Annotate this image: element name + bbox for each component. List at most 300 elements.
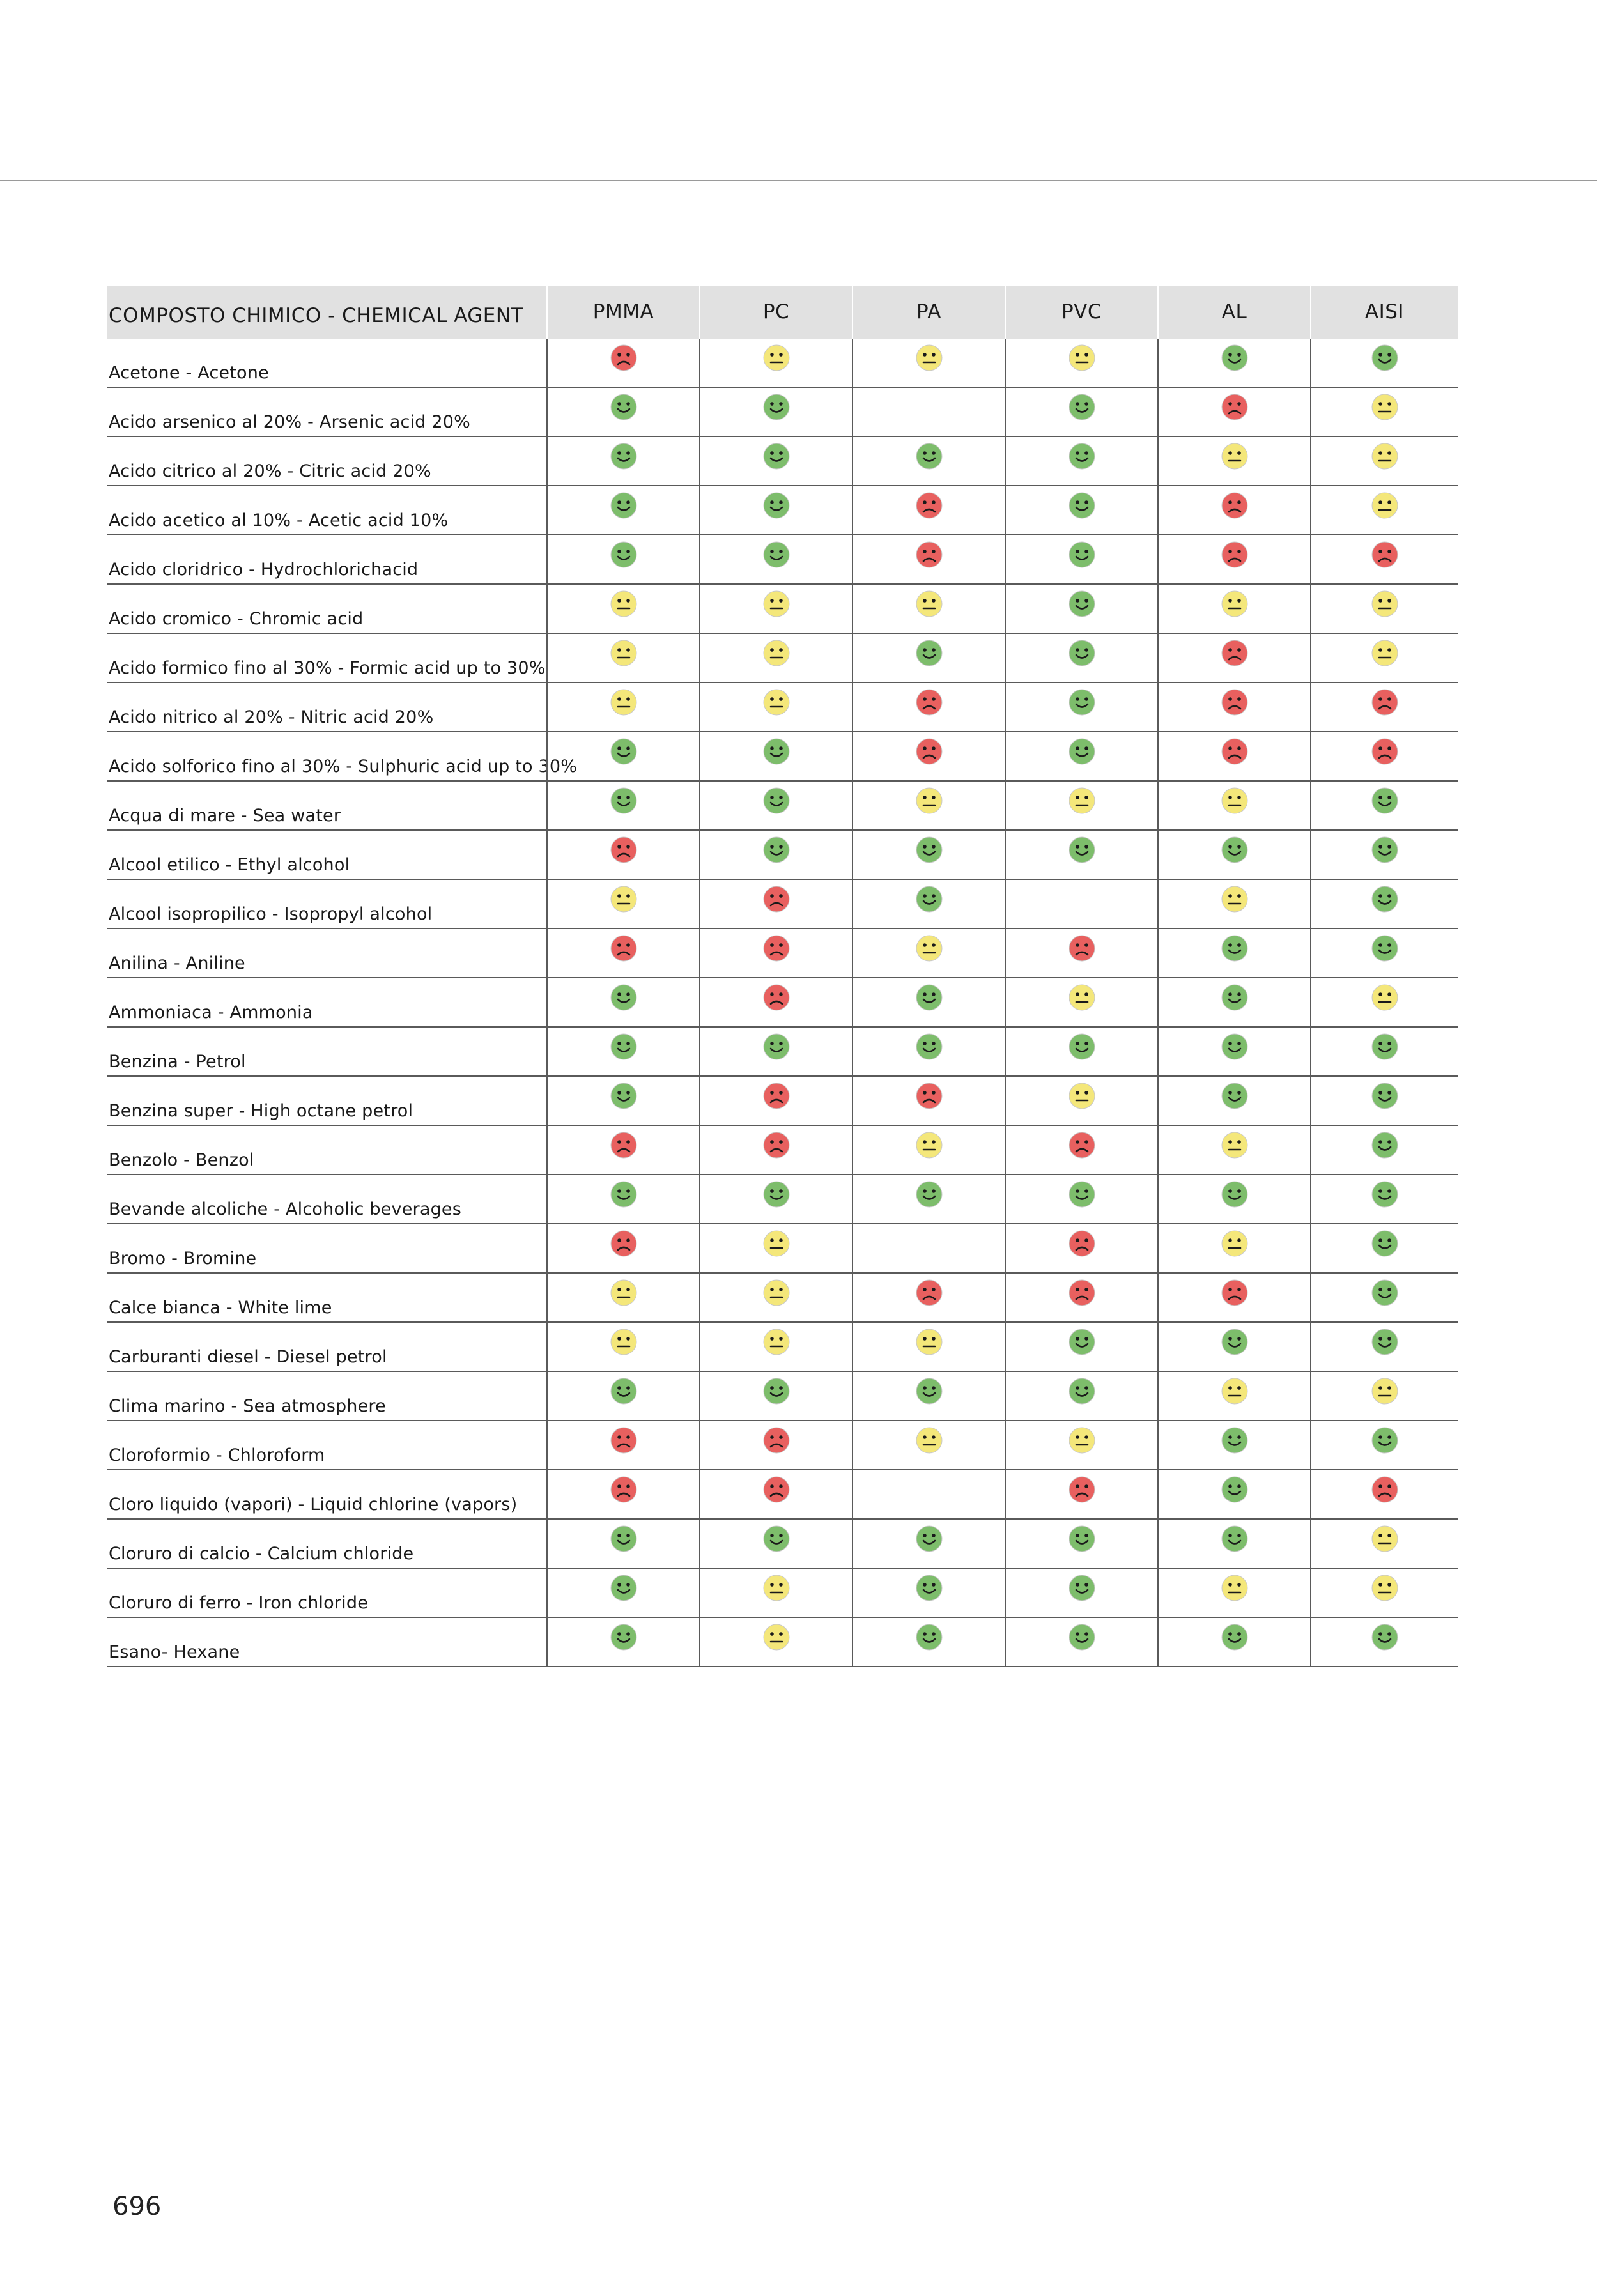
rating-cell-pc [699,486,852,534]
rating-cell-pa [852,1126,1005,1174]
fair-rating-face-icon [1371,393,1399,421]
good-rating-face-icon [1371,934,1399,962]
rating-cell-pc [699,437,852,485]
fair-rating-face-icon [762,590,791,618]
fair-rating-face-icon [610,590,638,618]
rating-cell-pc [699,732,852,780]
rating-cell-pa [852,1175,1005,1223]
chemical-agent-cell [107,978,546,1026]
rating-cell-pmma [546,1028,699,1075]
header-agent-label: COMPOSTO CHIMICO - CHEMICAL AGENT [109,304,523,327]
poor-rating-face-icon [610,1229,638,1258]
chemical-agent-cell [107,535,546,583]
rating-cell-pmma [546,1520,699,1568]
rating-cell-pvc [1005,1470,1157,1518]
table-row [107,683,1458,732]
good-rating-face-icon [762,393,791,421]
chemical-agent-cell [107,1175,546,1223]
header-material-label: PC [762,300,790,323]
good-rating-face-icon [1068,1033,1096,1061]
rating-cell-pa [852,339,1005,387]
good-rating-face-icon [1068,1377,1096,1405]
good-rating-face-icon [762,442,791,470]
chemical-agent-name: Cloruro di calcio - Calcium chloride [109,1544,414,1564]
rating-cell-pc [699,535,852,583]
rating-cell-pa [852,585,1005,633]
rating-cell-pvc [1005,880,1157,928]
fair-rating-face-icon [1371,442,1399,470]
poor-rating-face-icon [915,1082,943,1110]
good-rating-face-icon [915,885,943,913]
rating-cell-pmma [546,880,699,928]
table-row [107,339,1458,388]
rating-cell-pc [699,388,852,436]
good-rating-face-icon [1068,1574,1096,1602]
good-rating-face-icon [1068,737,1096,766]
rating-cell-pmma [546,486,699,534]
rating-cell-al [1157,978,1310,1026]
good-rating-face-icon [915,1623,943,1651]
rating-cell-aisi [1310,1520,1458,1568]
table-row [107,1323,1458,1372]
rating-cell-pa [852,1323,1005,1371]
rating-cell-pvc [1005,1569,1157,1617]
good-rating-face-icon [1068,442,1096,470]
good-rating-face-icon [1221,1328,1249,1356]
poor-rating-face-icon [915,1279,943,1307]
rating-cell-pvc [1005,437,1157,485]
table-row [107,1077,1458,1126]
fair-rating-face-icon [610,1328,638,1356]
rating-cell-pc [699,1126,852,1174]
rating-cell-al [1157,535,1310,583]
rating-cell-al [1157,1274,1310,1321]
chemical-agent-name: Clima marino - Sea atmosphere [109,1396,386,1416]
rating-cell-al [1157,732,1310,780]
rating-cell-al [1157,1126,1310,1174]
rating-cell-aisi [1310,535,1458,583]
header-material-label: AL [1221,300,1247,323]
rating-cell-pa [852,1224,1005,1272]
good-rating-face-icon [1221,1475,1249,1504]
header-material-aisi [1310,286,1458,339]
chemical-agent-cell [107,634,546,682]
good-rating-face-icon [1371,885,1399,913]
fair-rating-face-icon [915,1328,943,1356]
rating-cell-pvc [1005,535,1157,583]
good-rating-face-icon [762,836,791,864]
poor-rating-face-icon [915,688,943,716]
rating-cell-pa [852,1520,1005,1568]
rating-cell-pvc [1005,1175,1157,1223]
rating-cell-aisi [1310,339,1458,387]
good-rating-face-icon [915,983,943,1012]
rating-cell-pvc [1005,1618,1157,1666]
chemical-agent-name: Anilina - Aniline [109,953,245,973]
table-row [107,1372,1458,1421]
fair-rating-face-icon [610,885,638,913]
good-rating-face-icon [1068,836,1096,864]
good-rating-face-icon [915,836,943,864]
good-rating-face-icon [1221,1525,1249,1553]
good-rating-face-icon [610,1082,638,1110]
table-row [107,1224,1458,1274]
rating-cell-pvc [1005,732,1157,780]
header-material-label: AISI [1364,300,1405,323]
rating-cell-pc [699,1618,852,1666]
rating-cell-pc [699,634,852,682]
chemical-agent-cell [107,683,546,731]
good-rating-face-icon [610,442,638,470]
chemical-agent-name: Acido nitrico al 20% - Nitric acid 20% [109,707,434,727]
good-rating-face-icon [610,1377,638,1405]
poor-rating-face-icon [1371,688,1399,716]
rating-cell-pvc [1005,1028,1157,1075]
rating-cell-pvc [1005,782,1157,829]
good-rating-face-icon [610,1623,638,1651]
rating-cell-pvc [1005,1274,1157,1321]
fair-rating-face-icon [610,639,638,667]
table-row [107,1274,1458,1323]
rating-cell-aisi [1310,782,1458,829]
rating-cell-al [1157,929,1310,977]
chemical-agent-cell [107,1323,546,1371]
header-material-label: PMMA [592,300,654,323]
rating-cell-aisi [1310,1028,1458,1075]
table-row [107,732,1458,782]
header-material-label: PA [916,300,941,323]
rating-cell-al [1157,486,1310,534]
rating-cell-pvc [1005,978,1157,1026]
rating-cell-pa [852,486,1005,534]
rating-cell-pc [699,1470,852,1518]
table-row [107,1126,1458,1175]
good-rating-face-icon [1371,1426,1399,1454]
rating-cell-pc [699,585,852,633]
rating-cell-aisi [1310,683,1458,731]
table-row [107,1028,1458,1077]
rating-cell-al [1157,1421,1310,1469]
good-rating-face-icon [762,1180,791,1208]
rating-cell-pa [852,1618,1005,1666]
rating-cell-pmma [546,1077,699,1125]
good-rating-face-icon [1068,639,1096,667]
rating-cell-pa [852,831,1005,879]
table-row [107,831,1458,880]
good-rating-face-icon [1068,590,1096,618]
chemical-agent-name: Cloruro di ferro - Iron chloride [109,1593,369,1613]
poor-rating-face-icon [1221,541,1249,569]
good-rating-face-icon [1221,1426,1249,1454]
rating-cell-pvc [1005,831,1157,879]
good-rating-face-icon [610,1525,638,1553]
poor-rating-face-icon [610,1475,638,1504]
good-rating-face-icon [1068,1525,1096,1553]
chemical-agent-name: Acido cloridrico - Hydrochlorichacid [109,560,419,580]
rating-cell-pa [852,1372,1005,1420]
rating-cell-pc [699,683,852,731]
fair-rating-face-icon [762,1229,791,1258]
good-rating-face-icon [1068,1623,1096,1651]
good-rating-face-icon [915,639,943,667]
good-rating-face-icon [1221,836,1249,864]
chemical-agent-name: Alcool isopropilico - Isopropyl alcohol [109,904,433,924]
table-row [107,437,1458,486]
rating-cell-pvc [1005,1077,1157,1125]
good-rating-face-icon [1371,1623,1399,1651]
good-rating-face-icon [1221,934,1249,962]
rating-cell-pa [852,880,1005,928]
rating-cell-aisi [1310,1224,1458,1272]
rating-cell-pmma [546,1224,699,1272]
good-rating-face-icon [610,983,638,1012]
rating-cell-pvc [1005,1323,1157,1371]
chemical-agent-name: Acqua di mare - Sea water [109,806,341,826]
fair-rating-face-icon [1371,639,1399,667]
rating-cell-pa [852,1077,1005,1125]
fair-rating-face-icon [762,1279,791,1307]
table-row [107,1569,1458,1618]
good-rating-face-icon [1371,1082,1399,1110]
rating-cell-al [1157,831,1310,879]
rating-cell-al [1157,339,1310,387]
rating-cell-pmma [546,929,699,977]
poor-rating-face-icon [610,344,638,372]
rating-cell-pmma [546,388,699,436]
rating-cell-aisi [1310,1569,1458,1617]
chemical-agent-cell [107,1274,546,1321]
poor-rating-face-icon [915,737,943,766]
good-rating-face-icon [1068,491,1096,520]
rating-cell-pa [852,1274,1005,1321]
header-material-pvc [1005,286,1157,339]
good-rating-face-icon [762,737,791,766]
poor-rating-face-icon [1221,737,1249,766]
good-rating-face-icon [610,491,638,520]
table-row [107,1175,1458,1224]
rating-cell-aisi [1310,1372,1458,1420]
poor-rating-face-icon [1221,688,1249,716]
chemical-agent-cell [107,1372,546,1420]
poor-rating-face-icon [610,1131,638,1159]
good-rating-face-icon [1221,344,1249,372]
fair-rating-face-icon [1371,1525,1399,1553]
chemical-agent-name: Esano- Hexane [109,1642,240,1662]
table-row [107,634,1458,683]
rating-cell-pmma [546,1618,699,1666]
table-row [107,1618,1458,1667]
table-row [107,880,1458,929]
rating-cell-pa [852,1569,1005,1617]
table-row [107,1421,1458,1470]
good-rating-face-icon [915,442,943,470]
fair-rating-face-icon [1068,1426,1096,1454]
rating-cell-pvc [1005,683,1157,731]
poor-rating-face-icon [1068,1279,1096,1307]
table-row [107,486,1458,535]
rating-cell-aisi [1310,1323,1458,1371]
poor-rating-face-icon [762,885,791,913]
chemical-agent-cell [107,831,546,879]
chemical-agent-name: Ammoniaca - Ammonia [109,1003,313,1022]
fair-rating-face-icon [610,1279,638,1307]
fair-rating-face-icon [1221,590,1249,618]
fair-rating-face-icon [915,934,943,962]
header-material-label: PVC [1061,300,1102,323]
rating-cell-pa [852,388,1005,436]
chemical-agent-cell [107,880,546,928]
rating-cell-aisi [1310,831,1458,879]
fair-rating-face-icon [762,1328,791,1356]
rating-cell-pc [699,1175,852,1223]
chemical-agent-cell [107,388,546,436]
poor-rating-face-icon [762,983,791,1012]
table-row [107,1520,1458,1569]
rating-cell-pmma [546,1126,699,1174]
rating-cell-pc [699,929,852,977]
rating-cell-pa [852,437,1005,485]
fair-rating-face-icon [762,344,791,372]
chemical-agent-name: Alcool etilico - Ethyl alcohol [109,855,350,875]
rating-cell-pmma [546,978,699,1026]
rating-cell-pmma [546,437,699,485]
rating-cell-aisi [1310,880,1458,928]
table-row [107,535,1458,585]
fair-rating-face-icon [915,1426,943,1454]
good-rating-face-icon [915,1377,943,1405]
rating-cell-pvc [1005,1520,1157,1568]
good-rating-face-icon [1221,1033,1249,1061]
chemical-resistance-table [107,286,1458,1667]
fair-rating-face-icon [1371,491,1399,520]
poor-rating-face-icon [1068,934,1096,962]
rating-cell-pmma [546,1470,699,1518]
rating-cell-aisi [1310,1126,1458,1174]
rating-cell-al [1157,1569,1310,1617]
good-rating-face-icon [915,1180,943,1208]
fair-rating-face-icon [762,688,791,716]
rating-cell-pmma [546,585,699,633]
rating-cell-pvc [1005,486,1157,534]
fair-rating-face-icon [915,1131,943,1159]
top-rule [0,180,1597,181]
rating-cell-pmma [546,1175,699,1223]
good-rating-face-icon [1371,787,1399,815]
header-material-pmma [546,286,699,339]
rating-cell-pvc [1005,388,1157,436]
rating-cell-pc [699,1028,852,1075]
good-rating-face-icon [762,787,791,815]
rating-cell-pa [852,978,1005,1026]
poor-rating-face-icon [1371,737,1399,766]
good-rating-face-icon [1371,1279,1399,1307]
poor-rating-face-icon [610,1426,638,1454]
rating-cell-pvc [1005,1224,1157,1272]
rating-cell-al [1157,634,1310,682]
chemical-agent-cell [107,1077,546,1125]
good-rating-face-icon [915,1574,943,1602]
poor-rating-face-icon [915,541,943,569]
good-rating-face-icon [610,1574,638,1602]
rating-cell-pa [852,732,1005,780]
rating-cell-pc [699,1323,852,1371]
rating-cell-pmma [546,1274,699,1321]
header-material-pc [699,286,852,339]
rating-cell-al [1157,1520,1310,1568]
good-rating-face-icon [610,737,638,766]
rating-cell-aisi [1310,437,1458,485]
good-rating-face-icon [1068,1328,1096,1356]
rating-cell-pa [852,782,1005,829]
good-rating-face-icon [1068,1180,1096,1208]
fair-rating-face-icon [762,1574,791,1602]
chemical-agent-name: Acetone - Acetone [109,363,269,383]
chemical-agent-cell [107,1421,546,1469]
chemical-agent-name: Cloro liquido (vapori) - Liquid chlorine (vapors) [109,1495,518,1514]
chemical-agent-name: Cloroformio - Chloroform [109,1445,325,1465]
rating-cell-pc [699,1077,852,1125]
fair-rating-face-icon [1371,1377,1399,1405]
rating-cell-pvc [1005,1126,1157,1174]
rating-cell-al [1157,1028,1310,1075]
fair-rating-face-icon [915,787,943,815]
rating-cell-pvc [1005,929,1157,977]
fair-rating-face-icon [1068,983,1096,1012]
good-rating-face-icon [915,1525,943,1553]
poor-rating-face-icon [1371,541,1399,569]
chemical-agent-name: Benzina super - High octane petrol [109,1101,413,1121]
rating-cell-pa [852,1470,1005,1518]
rating-cell-aisi [1310,486,1458,534]
fair-rating-face-icon [915,590,943,618]
rating-cell-pvc [1005,585,1157,633]
good-rating-face-icon [1371,836,1399,864]
fair-rating-face-icon [762,639,791,667]
fair-rating-face-icon [1068,787,1096,815]
page-number: 696 [112,2192,162,2221]
rating-cell-al [1157,880,1310,928]
chemical-agent-name: Acido arsenico al 20% - Arsenic acid 20% [109,412,470,432]
poor-rating-face-icon [762,1082,791,1110]
fair-rating-face-icon [915,344,943,372]
chemical-agent-name: Acido cromico - Chromic acid [109,609,364,629]
table-row [107,1470,1458,1520]
rating-cell-pmma [546,1323,699,1371]
rating-cell-pmma [546,1421,699,1469]
rating-cell-aisi [1310,1618,1458,1666]
rating-cell-al [1157,782,1310,829]
good-rating-face-icon [610,1180,638,1208]
good-rating-face-icon [1068,541,1096,569]
poor-rating-face-icon [762,1475,791,1504]
good-rating-face-icon [610,1033,638,1061]
chemical-agent-name: Acido solforico fino al 30% - Sulphuric acid up to 30% [109,757,578,776]
rating-cell-aisi [1310,585,1458,633]
rating-cell-pc [699,1224,852,1272]
rating-cell-pa [852,929,1005,977]
chemical-agent-cell [107,585,546,633]
good-rating-face-icon [915,1033,943,1061]
chemical-agent-name: Acido acetico al 10% - Acetic acid 10% [109,511,449,530]
good-rating-face-icon [610,541,638,569]
chemical-agent-cell [107,1126,546,1174]
chemical-agent-cell [107,486,546,534]
good-rating-face-icon [1221,1623,1249,1651]
chemical-agent-cell [107,339,546,387]
chemical-agent-name: Bevande alcoliche - Alcoholic beverages [109,1199,461,1219]
rating-cell-pa [852,683,1005,731]
rating-cell-pmma [546,831,699,879]
